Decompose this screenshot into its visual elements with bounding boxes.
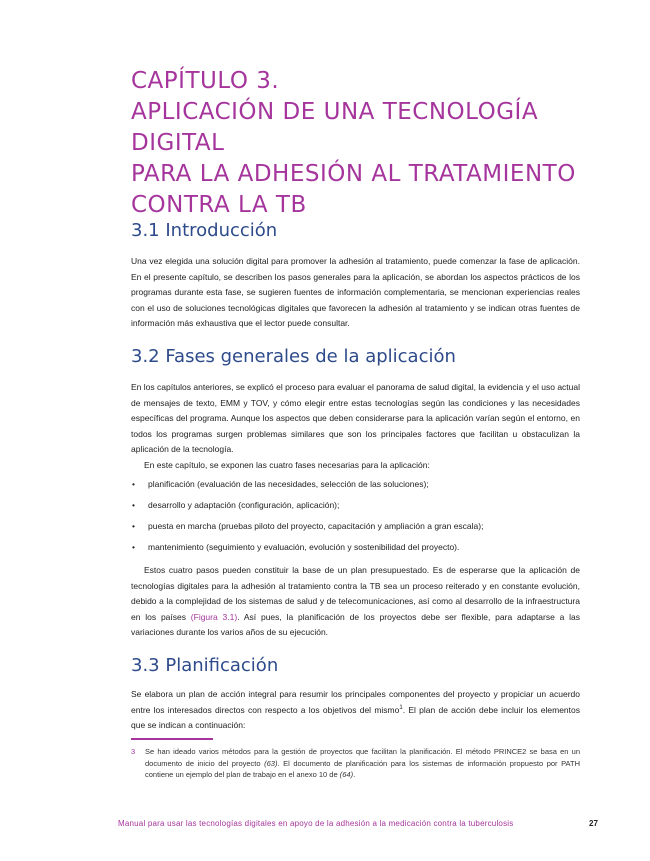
footnote-marker[interactable]: 1	[399, 704, 403, 711]
chapter-title-line: PARA LA ADHESIÓN AL TRATAMIENTO	[131, 161, 576, 187]
chapter-title	[131, 66, 601, 221]
paragraph-planificacion	[131, 687, 580, 734]
footnote-text-part: . El documento de planificación para los sistemas de información propuesto por PATH contiene un ejemplo del plan de trabajo en el anexo 10 de	[145, 758, 580, 779]
list-item: • planificación (evaluación de las necesidades, selección de las soluciones);	[131, 474, 580, 495]
page-number: 27	[589, 819, 598, 828]
chapter-title-line: CONTRA LA TB	[131, 192, 307, 218]
section-heading-fases: 3.2 Fases generales de la aplicación	[131, 346, 456, 367]
citation-reference: (63)	[264, 758, 278, 768]
chapter-title-line: APLICACIÓN DE UNA TECNOLOGÍA DIGITAL	[131, 99, 539, 156]
paragraph-text: Estos cuatro pasos pueden constituir la base de un plan presupuestado. Es de esperarse que la aplicación de tecnologías digitales para la adhesión al tratamiento contra la TB sea un proceso reiterado y en constante evolución, debido a la complejidad de los sistemas de salud y de telecomunicaciones, así como al desarrollo de la infraestructura en los países	[131, 565, 580, 622]
paragraph-fases-3	[131, 563, 580, 641]
list-item: • puesta en marcha (pruebas piloto del proyecto, capacitación y ampliación a gran escala);	[131, 516, 580, 537]
section-heading-planificacion: 3.3 Planificación	[131, 655, 279, 676]
footnote-text	[145, 746, 580, 781]
figure-reference-link[interactable]: (Figura 3.1)	[190, 611, 238, 622]
citation-reference: (64)	[339, 770, 354, 779]
paragraph-fases-1: En los capítulos anteriores, se explicó el proceso para evaluar el panorama de salud digital, la evidencia y el uso actual de mensajes de texto, EMM y TOV, y cómo elegir entre estas tecnologías según las condiciones y las necesidades específicas del programa. Aunque los aspectos que deben considerarse para la aplicación varían según el entorno, en todos los programas surgen problemas similares que son los principales factores que facilitan u obstaculizan la aplicación de la tecnología.	[131, 382, 580, 454]
footnote-number: 3	[131, 747, 136, 756]
section-heading-introduccion: 3.1 Introducción	[131, 220, 278, 241]
chapter-title-line: CAPÍTULO 3.	[131, 68, 280, 94]
paragraph-text: . El plan de acción debe incluir los elementos que se indican a continuación:	[131, 704, 580, 730]
list-item: • mantenimiento (seguimiento y evaluación, evolución y sostenibilidad del proyecto).	[131, 537, 580, 558]
footnote	[131, 746, 580, 781]
footnote-divider	[131, 738, 213, 740]
paragraph-introduccion: Una vez elegida una solución digital para promover la adhesión al tratamiento, puede comenzar la fase de aplicación. En el presente capítulo, se describen los pasos generales para la aplicación, se abordan los aspectos prácticos de los programas durante esta fase, se sugieren fuentes de información complementaria, se mencionan experiencias reales con el uso de soluciones tecnológicas digitales que favorecen la adhesión al tratamiento y se indican otras fuentes de información más exhaustiva que el lector puede consultar.	[131, 256, 580, 328]
list-item: • desarrollo y adaptación (configuración, aplicación);	[131, 495, 580, 516]
running-footer-title: Manual para usar las tecnologías digitales en apoyo de la adhesión a la medicación contra la tuberculosis	[118, 819, 514, 828]
paragraph-text: Se elabora un plan de acción integral para resumir los principales componentes del proyecto y propiciar un acuerdo entre los interesados directos con respecto a los objetivos del mismo	[131, 689, 580, 715]
paragraph-fases-2: En este capítulo, se exponen las cuatro fases necesarias para la aplicación:	[144, 460, 430, 470]
phases-list	[131, 474, 580, 558]
footnote-text-part: .	[353, 770, 356, 779]
footnote-text-part: Se han ideado varios métodos para la gestión de proyectos que facilitan la planificación. El método PRINCE2 se basa en un documento de inicio del proyecto	[145, 747, 580, 768]
paragraph-text: . Así pues, la planificación de los proyectos debe ser flexible, para adaptarse a las variaciones durante los varios años de su ejecución.	[131, 611, 581, 637]
